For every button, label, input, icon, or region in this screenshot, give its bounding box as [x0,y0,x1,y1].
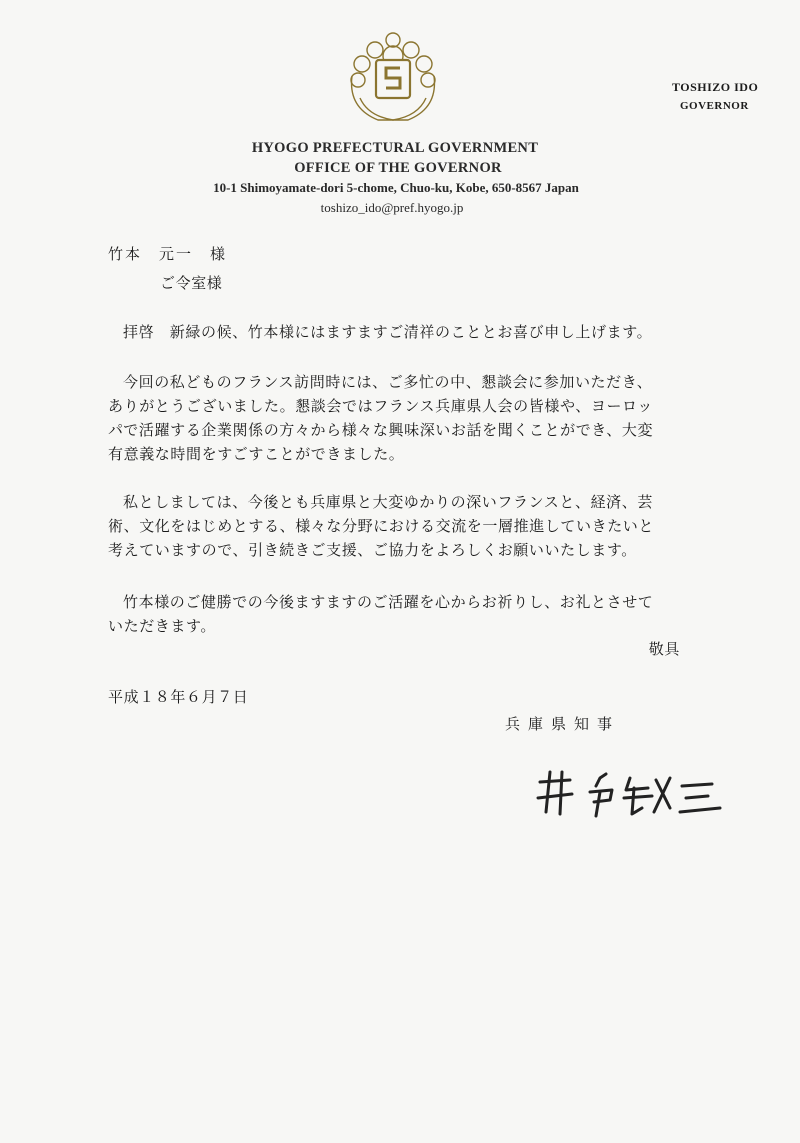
paragraph-line: パで活躍する企業関係の方々から様々な興味深いお話を聞くことができ、大変 [108,421,654,439]
office-holder-title: GOVERNOR [680,100,749,112]
paragraph-greeting [108,320,652,344]
addressee-spouse: ご令室様 [160,274,223,292]
paragraph-visit [108,370,653,466]
paragraph-line: 私としましては、今後とも兵庫県と大変ゆかりの深いフランスと、経済、芸 [123,493,653,511]
paragraph-wishes [108,590,653,638]
paragraph-line: いただきます。 [108,617,217,635]
closing-phrase: 敬具 [648,640,680,658]
office-email: toshizo_ido@pref.hyogo.jp [320,200,464,215]
paragraph-line: 考えていますので、引き続きご支援、ご協力をよろしくお願いいたします。 [108,541,637,559]
paragraph-line: 拝啓 新緑の候、竹本様にはますますご清祥のこととお喜び申し上げます。 [123,323,653,341]
paragraph-exchange [108,490,654,562]
paragraph-line: 術、文化をはじめとする、様々な分野における交流を一層推進していきたいと [108,517,655,535]
paragraph-line: 有意義な時間をすごすことができました。 [108,445,405,463]
paragraph-line: 今回の私どものフランス訪問時には、ご多忙の中、懇談会に参加いただき、 [123,373,653,391]
letter-date: 平成１８年６月７日 [108,688,249,706]
organization-name: HYOGO PREFECTURAL GOVERNMENT [251,140,539,156]
paragraph-line: ありがとうございました。懇談会ではフランス兵庫県人会の皆様や、ヨーロッ [108,397,653,415]
office-address: 10-1 Shimoyamate-dori 5-chome, Chuo-ku, Kobe, 650-8567 Japan [213,180,579,195]
handwritten-signature [530,768,730,823]
office-holder-name: TOSHIZO IDO [672,80,759,94]
paragraph-line: 竹本様のご健勝での今後ますますのご活躍を心からお祈りし、お礼とさせて [123,593,654,611]
addressee-name: 竹本 元一 様 [108,245,228,263]
signatory-title: 兵庫県知事 [505,715,621,733]
office-name: OFFICE OF THE GOVERNOR [294,160,502,176]
